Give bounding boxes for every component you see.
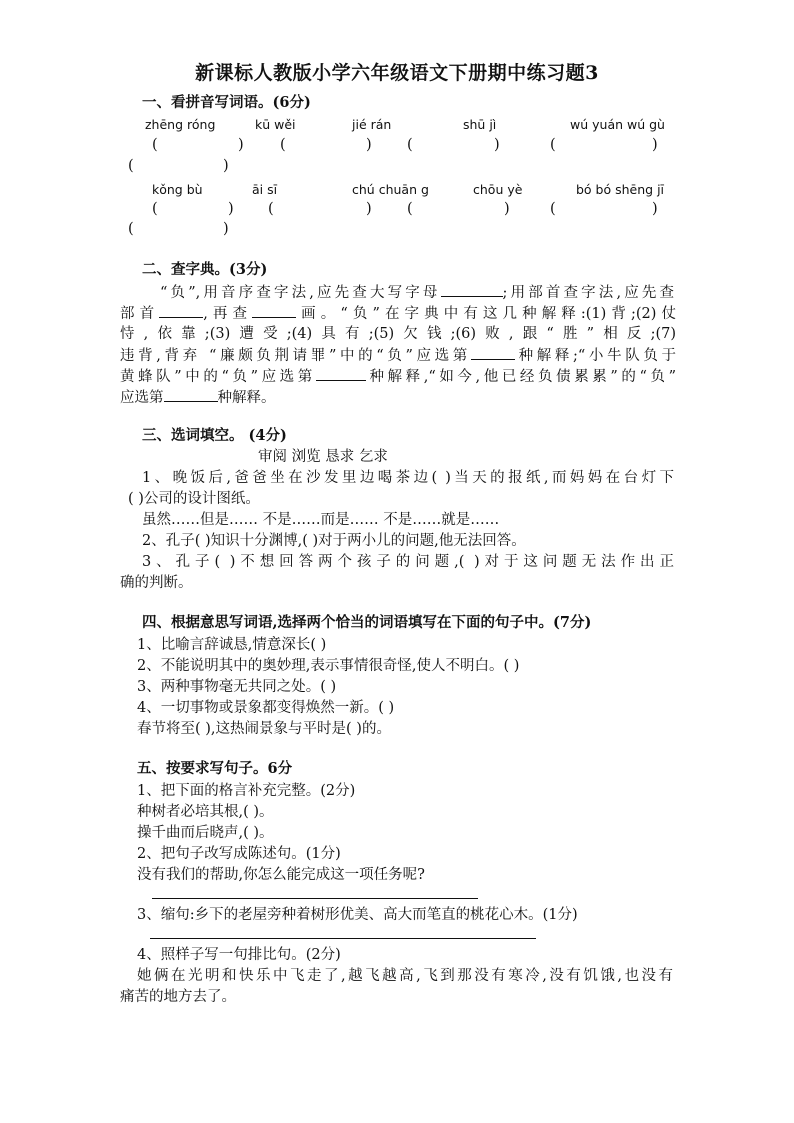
answer-line[interactable] bbox=[150, 938, 536, 939]
s3-q2: 2、孔子( )知识十分渊博,( )对于两小儿的问题,他无法回答。 bbox=[142, 533, 526, 549]
s2-line-4: 违背,背弃 “廉颇负荆请罪”中的“负”应选第 种解释;“小牛队负于 bbox=[120, 345, 676, 366]
conjunction-choices: 虽然……但是…… 不是……而是…… 不是……就是…… bbox=[142, 512, 500, 528]
answer-paren-close: ) bbox=[504, 201, 510, 217]
answer-paren-open[interactable]: ( bbox=[407, 137, 413, 153]
answer-paren-close: ) bbox=[494, 137, 500, 153]
s4-q2: 2、不能说明其中的奥妙理,表示事情很奇怪,使人不明白。( ) bbox=[137, 658, 520, 674]
s2-line-1: “负”,用音序查字法,应先查大写字母 ;用部首查字法,应先查 bbox=[160, 282, 674, 303]
pinyin-aisi: āi sī bbox=[252, 182, 278, 197]
s5-q4: 4、照样子写一句排比句。(2分) bbox=[137, 947, 341, 963]
s5-q4-example-2: 痛苦的地方去了。 bbox=[120, 989, 236, 1005]
s5-q1-proverb-1: 种树者必培其根,( )。 bbox=[137, 804, 274, 820]
word-choices: 审阅 浏览 恳求 乞求 bbox=[258, 449, 388, 465]
s5-q1: 1、把下面的格言补充完整。(2分) bbox=[137, 783, 356, 799]
s3-q1-line-1: 1、晚饭后,爸爸坐在沙发里边喝茶边( )当天的报纸,而妈妈在台灯下 bbox=[142, 470, 674, 486]
answer-paren-open[interactable]: ( bbox=[268, 201, 274, 217]
s3-q3-line-1: 3、孔子( )不想回答两个孩子的问题,( )对于这问题无法作出正 bbox=[142, 554, 674, 570]
answer-paren-close: ) bbox=[228, 201, 234, 217]
s2-line-3: 恃,依靠;(3)遭受;(4)具有;(5)欠钱;(6)败,跟“胜”相反;(7) bbox=[120, 326, 676, 342]
s5-q4-example-1: 她俩在光明和快乐中飞走了,越飞越高,飞到那没有寒冷,没有饥饿,也没有 bbox=[137, 968, 673, 984]
s5-q2: 2、把句子改写成陈述句。(1分) bbox=[137, 846, 341, 862]
section-5-heading: 五、按要求写句子。6分 bbox=[137, 760, 293, 777]
s2-line-6: 应选第 种解释。 bbox=[120, 387, 276, 408]
s5-q2-sentence: 没有我们的帮助,你怎么能完成这一项任务呢? bbox=[137, 867, 425, 883]
s4-q1: 1、比喻言辞诚恳,情意深长( ) bbox=[137, 637, 327, 653]
answer-blank[interactable] bbox=[159, 303, 203, 318]
answer-blank[interactable] bbox=[252, 303, 296, 318]
answer-paren-close: ) bbox=[652, 201, 658, 217]
answer-paren-open[interactable]: ( bbox=[152, 137, 158, 153]
answer-paren-open[interactable]: ( bbox=[128, 221, 134, 237]
answer-paren-open[interactable]: ( bbox=[152, 201, 158, 217]
s2-line-5: 黄蜂队”中的“负”应选第 种解释,“如今,他已经负债累累”的“负” bbox=[120, 366, 676, 387]
answer-line[interactable] bbox=[152, 898, 478, 899]
section-3-heading: 三、选词填空。 (4分) bbox=[142, 427, 287, 444]
s4-q5: 春节将至( ),这热闹景象与平时是( )的。 bbox=[137, 721, 391, 737]
pinyin-kuwei: kū wěi bbox=[255, 117, 296, 132]
s4-q3: 3、两种事物毫无共同之处。( ) bbox=[137, 679, 337, 695]
pinyin-jieran: jié rán bbox=[352, 117, 392, 132]
answer-paren-close: ) bbox=[366, 201, 372, 217]
answer-paren-close: ) bbox=[223, 221, 229, 237]
answer-blank[interactable] bbox=[316, 366, 366, 381]
pinyin-wuyuanwugu: wú yuán wú gù bbox=[570, 117, 665, 132]
answer-paren-open[interactable]: ( bbox=[128, 158, 134, 174]
answer-paren-open[interactable]: ( bbox=[407, 201, 413, 217]
exam-title: 新课标人教版小学六年级语文下册期中练习题3 bbox=[195, 62, 599, 84]
pinyin-zhengrong: zhēng róng bbox=[145, 117, 216, 132]
s3-q3-line-2: 确的判断。 bbox=[120, 575, 193, 591]
answer-paren-close: ) bbox=[223, 158, 229, 174]
section-1-heading: 一、看拼音写词语。(6分) bbox=[142, 94, 311, 111]
answer-paren-close: ) bbox=[366, 137, 372, 153]
answer-paren-close: ) bbox=[652, 137, 658, 153]
answer-blank[interactable] bbox=[164, 387, 218, 402]
s5-q3: 3、缩句:乡下的老屋旁种着树形优美、高大而笔直的桃花心木。(1分) bbox=[137, 907, 578, 923]
pinyin-kongbu: kǒng bù bbox=[152, 182, 203, 197]
s4-q4: 4、一切事物或景象都变得焕然一新。( ) bbox=[137, 700, 395, 716]
section-4-heading: 四、根据意思写词语,选择两个恰当的词语填写在下面的句子中。(7分) bbox=[142, 614, 592, 631]
answer-paren-open[interactable]: ( bbox=[550, 201, 556, 217]
pinyin-chuchuang: chú chuān g bbox=[352, 182, 429, 197]
section-2-heading: 二、查字典。(3分) bbox=[142, 261, 268, 278]
pinyin-bobashengji: bó bó shēng jī bbox=[576, 182, 665, 197]
answer-paren-open[interactable]: ( bbox=[550, 137, 556, 153]
answer-paren-close: ) bbox=[238, 137, 244, 153]
answer-blank[interactable] bbox=[471, 345, 515, 360]
pinyin-chouye: chōu yè bbox=[473, 182, 523, 197]
s2-line-2: 部首 ,再查 画。“负”在字典中有这几种解释:(1)背;(2)仗 bbox=[120, 303, 676, 324]
s3-q1-line-2: ( )公司的设计图纸。 bbox=[128, 491, 260, 507]
answer-blank[interactable] bbox=[441, 282, 503, 297]
answer-paren-open[interactable]: ( bbox=[280, 137, 286, 153]
s5-q1-proverb-2: 操千曲而后晓声,( )。 bbox=[137, 825, 274, 841]
pinyin-shuji: shū jì bbox=[463, 117, 497, 132]
